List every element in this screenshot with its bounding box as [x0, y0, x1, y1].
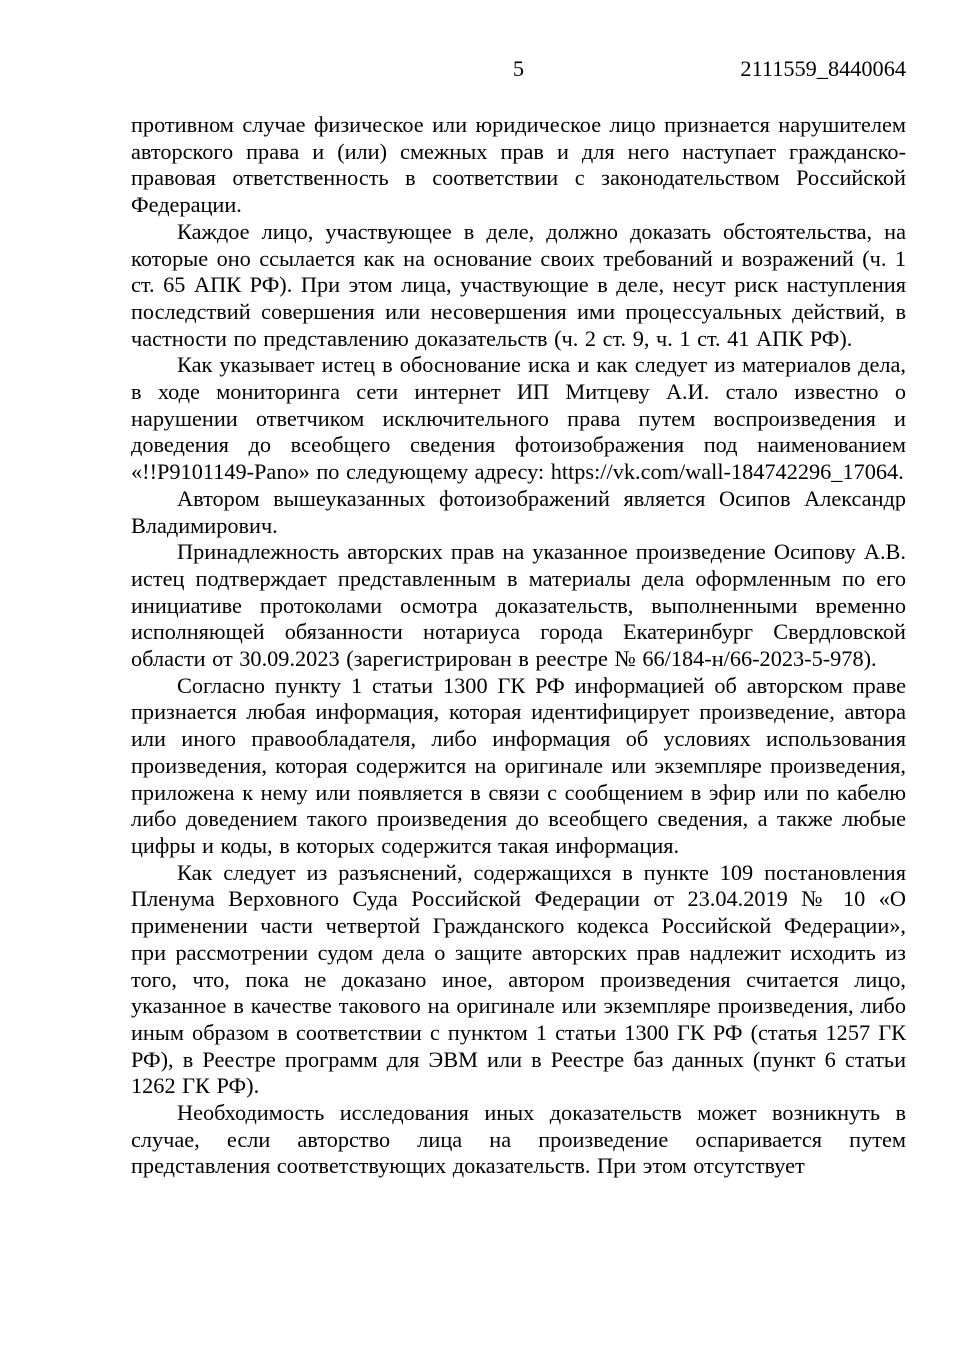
page-header	[131, 56, 906, 83]
page-number: 5	[512, 56, 525, 81]
paragraph: Как указывает истец в обоснование иска и как следует из материалов дела, в ходе мониторинга сети интернет ИП Митцеву А.И. стало известно о нарушении ответчиком исключительного права путем воспроизведения и доведения до всеобщего сведения фотоизображения под наименованием «!!P9101149-Pano» по следующему адресу: https://vk.com/wall-184742296_17064.	[131, 352, 906, 485]
document-body	[131, 112, 906, 1180]
document-id: 2111559_8440064	[740, 56, 906, 81]
paragraph: противном случае физическое или юридическое лицо признается нарушителем авторского права и (или) смежных прав и для него наступает гражданско-правовая ответственность в соответствии с законодательством Российской Федерации.	[131, 112, 906, 218]
paragraph: Принадлежность авторских прав на указанное произведение Осипову А.В. истец подтверждает представленным в материалы дела оформленным по его инициативе протоколами осмотра доказательств, выполненными временно исполняющей обязанности нотариуса города Екатеринбург Свердловской области от 30.09.2023 (зарегистрирован в реестре № 66/184-н/66-2023-5-978).	[131, 539, 906, 672]
paragraph: Согласно пункту 1 статьи 1300 ГК РФ информацией об авторском праве признается любая информация, которая идентифицирует произведение, автора или иного правообладателя, либо информация об условиях использования произведения, которая содержится на оригинале или экземпляре произведения, приложена к нему или появляется в связи с сообщением в эфир или по кабелю либо доведением такого произведения до всеобщего сведения, а также любые цифры и коды, в которых содержится такая информация.	[131, 672, 906, 858]
paragraph: Автором вышеуказанных фотоизображений является Осипов Александр Владимирович.	[131, 485, 906, 538]
paragraph: Необходимость исследования иных доказательств может возникнуть в случае, если авторство лица на произведение оспаривается путем представления соответствующих доказательств. При этом отсутствует	[131, 1100, 906, 1179]
paragraph: Каждое лицо, участвующее в деле, должно доказать обстоятельства, на которые оно ссылается как на основание своих требований и возражений (ч. 1 ст. 65 АПК РФ). При этом лица, участвующие в деле, несут риск наступления последствий совершения или несовершения ими процессуальных действий, в частности по представлению доказательств (ч. 2 ст. 9, ч. 1 ст. 41 АПК РФ).	[131, 218, 906, 351]
paragraph: Как следует из разъяснений, содержащихся в пункте 109 постановления Пленума Верховного Суда Российской Федерации от 23.04.2019 № 10 «О применении части четвертой Гражданского кодекса Российской Федерации», при рассмотрении судом дела о защите авторских прав надлежит исходить из того, что, пока не доказано иное, автором произведения считается лицо, указанное в качестве такового на оригинале или экземпляре произведения, либо иным образом в соответствии с пунктом 1 статьи 1300 ГК РФ (статья 1257 ГК РФ), в Реестре программ для ЭВМ или в Реестре баз данных (пункт 6 статьи 1262 ГК РФ).	[131, 859, 906, 1099]
